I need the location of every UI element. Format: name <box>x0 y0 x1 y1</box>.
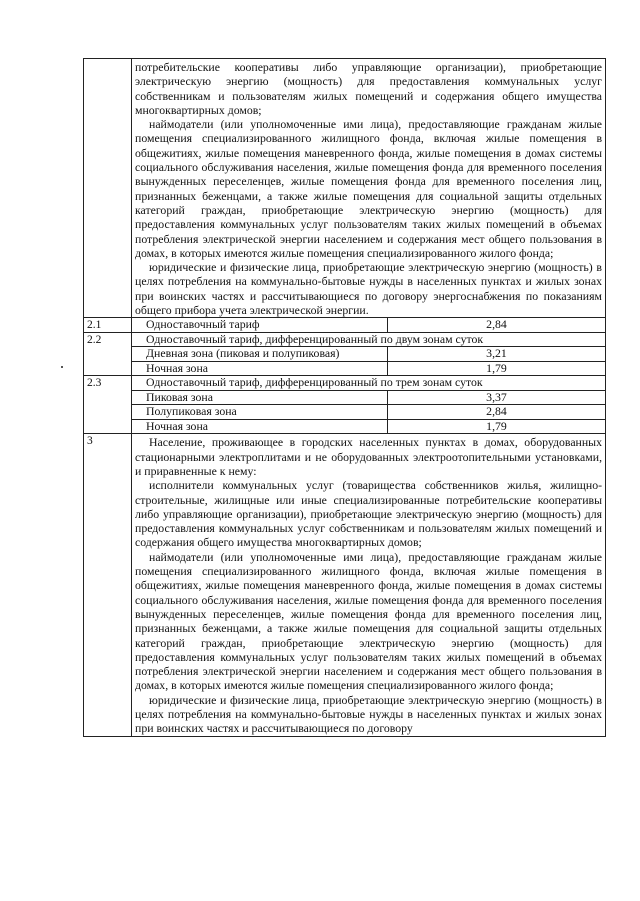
zone-row <box>84 390 606 405</box>
table-row-2-2 <box>84 332 606 347</box>
paragraph-legal-entities: юридические и физические лица, приобретающие электрическую энергию (мощность) в целях потребления на коммунально-бытовые нужды в населенных пунктах и жилых зонах при воинских частях и рассчитывающиеся по договору <box>135 692 603 736</box>
table-row-2-1 <box>84 318 606 333</box>
zone-value: 2,84 <box>388 405 606 420</box>
table-row-continuation <box>84 59 606 318</box>
paragraph-population: Население, проживающее в городских населенных пунктах в домах, оборудованных стационарными электроплитами и не оборудованных электроотопительными установками, и приравненные к нему: <box>135 435 603 478</box>
table-row-2-3 <box>84 376 606 391</box>
zone-label: Дневная зона (пиковая и полупиковая) <box>132 347 388 362</box>
paragraph-legal-entities: юридические и физические лица, приобретающие электрическую энергию (мощность) в целях потребления на коммунально-бытовые нужды в населенных пунктах и жилых зонах при воинских частях и рассчитывающиеся по договору энергоснабжения по показаниям общего прибора учета электрической энергии. <box>135 260 603 318</box>
tariff-label: Одноставочный тариф <box>132 318 388 333</box>
paragraph-cooperatives-cont: потребительские кооперативы либо управляющие организации), приобретающие электрическую энергию (мощность) для предоставления коммунальных услуг собственникам и пользователям жилых помещений и содержания общего имущества многоквартирных домов; <box>135 60 603 117</box>
row-number: 3 <box>84 434 132 736</box>
zone-row <box>84 405 606 420</box>
zone-value: 1,79 <box>388 419 606 434</box>
zone-label: Ночная зона <box>132 419 388 434</box>
tariff-value: 2,84 <box>388 318 606 333</box>
zone-label: Ночная зона <box>132 361 388 376</box>
tariff-label: Одноставочный тариф, дифференцированный по двум зонам суток <box>132 332 606 347</box>
row-number: 2.1 <box>84 318 132 333</box>
table-row-3 <box>84 434 606 736</box>
row-number: 2.3 <box>84 376 132 434</box>
row-number <box>84 59 132 318</box>
zone-value: 3,21 <box>388 347 606 362</box>
paragraph-landlords: наймодатели (или уполномоченные ими лица), предоставляющие гражданам жилые помещения специализированного жилищного фонда, включая жилые помещения в общежитиях, жилые помещения маневренного фонда, жилые помещения в домах системы социального обслуживания населения, жилые помещения фонда для временного поселения вынужденных переселенцев, жилые помещения фонда для временного поселения лиц, признанных беженцами, а также жилые помещения для социальной защиты отдельных категорий граждан, приобретающие электрическую энергию (мощность) для предоставления коммунальных услуг пользователям таких жилых помещений в объемах потребления электрической энергии населением и содержания мест общего пользования в домах, в которых имеются жилые помещения специализированного жилого фонда; <box>135 117 603 260</box>
row-content <box>132 434 606 736</box>
page-bottom-margin <box>0 870 640 901</box>
zone-value: 3,37 <box>388 390 606 405</box>
zone-value: 1,79 <box>388 361 606 376</box>
zone-row <box>84 347 606 362</box>
row-content <box>132 59 606 318</box>
row-number: 2.2 <box>84 332 132 376</box>
paragraph-utility-providers: исполнители коммунальных услуг (товарищества собственников жилья, жилищно-строительные, жилищные или иные специализированные потребительские кооперативы либо управляющие организации), приобретающие электрическую энергию (мощность) для предоставления коммунальных услуг собственникам и пользователям жилых помещений и содержания общего имущества многоквартирных домов; <box>135 478 603 550</box>
zone-label: Полупиковая зона <box>132 405 388 420</box>
zone-label: Пиковая зона <box>132 390 388 405</box>
tariff-label: Одноставочный тариф, дифференцированный по трем зонам суток <box>132 376 606 391</box>
paragraph-landlords: наймодатели (или уполномоченные ими лица), предоставляющие гражданам жилые помещения специализированного жилищного фонда, включая жилые помещения в общежитиях, жилые помещения маневренного фонда, жилые помещения в домах системы социального обслуживания населения, жилые помещения фонда для временного поселения вынужденных переселенцев, жилые помещения фонда для временного поселения лиц, признанных беженцами, а также жилые помещения для социальной защиты отдельных категорий граждан, приобретающие электрическую энергию (мощность) для предоставления коммунальных услуг пользователям таких жилых помещений в объемах потребления электрической энергии населением и содержания мест общего пользования в домах, в которых имеются жилые помещения специализированного жилого фонда; <box>135 549 603 693</box>
tariff-table <box>83 58 606 737</box>
zone-row <box>84 419 606 434</box>
zone-row <box>84 361 606 376</box>
scan-speck <box>61 366 63 368</box>
